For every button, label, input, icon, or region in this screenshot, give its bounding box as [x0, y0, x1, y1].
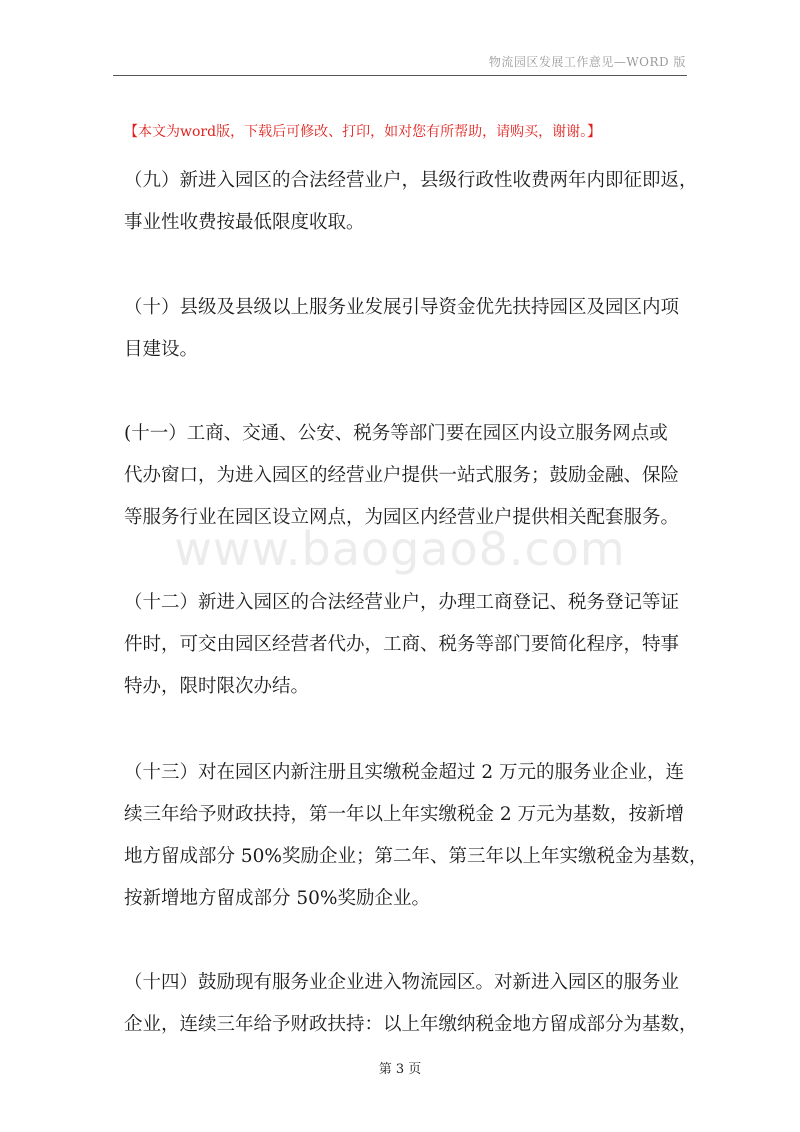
paragraph-line: 等服务行业在园区设立网点，为园区内经营业户提供相关配套服务。: [124, 507, 680, 528]
paragraph-line: 地方留成部分 50%奖励企业；第二年、第三年以上年实缴税金为基数，: [124, 846, 708, 867]
paragraph-line: 代办窗口，为进入园区的经营业户提供一站式服务；鼓励金融、保险: [124, 465, 680, 486]
paragraph-line: （十）县级及县级以上服务业发展引导资金优先扶持园区及园区内项: [124, 297, 680, 318]
paragraph-13: [124, 752, 708, 920]
paragraph-11: [124, 413, 690, 539]
paragraph-line: 特办，限时限次办结。: [124, 676, 310, 697]
header-rule: [113, 75, 687, 76]
paragraph-14: [124, 962, 698, 1046]
running-header: 物流园区发展工作意见—WORD 版: [488, 55, 686, 69]
page-number: 第 3 页: [378, 1062, 422, 1077]
paragraph-line: 目建设。: [124, 339, 199, 360]
paragraph-line: （十二）新进入园区的合法经营业户，办理工商登记、税务登记等证: [124, 592, 680, 613]
paragraph-10: [124, 287, 690, 371]
paragraph-12: [124, 582, 690, 708]
paragraph-9: [124, 160, 698, 244]
paragraph-line: 按新增地方留成部分 50%奖励企业。: [124, 888, 431, 909]
paragraph-line: （十三）对在园区内新注册且实缴税金超过 2 万元的服务业企业，连: [124, 762, 685, 783]
paragraph-line: (十一）工商、交通、公安、税务等部门要在园区内设立服务网点或: [124, 423, 668, 444]
paragraph-line: （十四）鼓励现有服务业企业进入物流园区。对新进入园区的服务业: [124, 972, 680, 993]
paragraph-line: 事业性收费按最低限度收取。: [124, 212, 365, 233]
paragraph-line: 续三年给予财政扶持，第一年以上年实缴税金 2 万元为基数，按新增: [124, 804, 685, 825]
paragraph-line: 企业，连续三年给予财政扶持：以上年缴纳税金地方留成部分为基数，: [124, 1014, 698, 1035]
paragraph-line: 件时，可交由园区经营者代办，工商、税务等部门要简化程序，特事: [124, 634, 680, 655]
purchase-notice: 【本文为word版，下载后可修改、打印，如对您有所帮助，请购买，谢谢。】: [124, 124, 602, 140]
watermark: www.baogao8.com: [174, 522, 626, 576]
paragraph-line: （九）新进入园区的合法经营业户，县级行政性收费两年内即征即返，: [124, 170, 698, 191]
